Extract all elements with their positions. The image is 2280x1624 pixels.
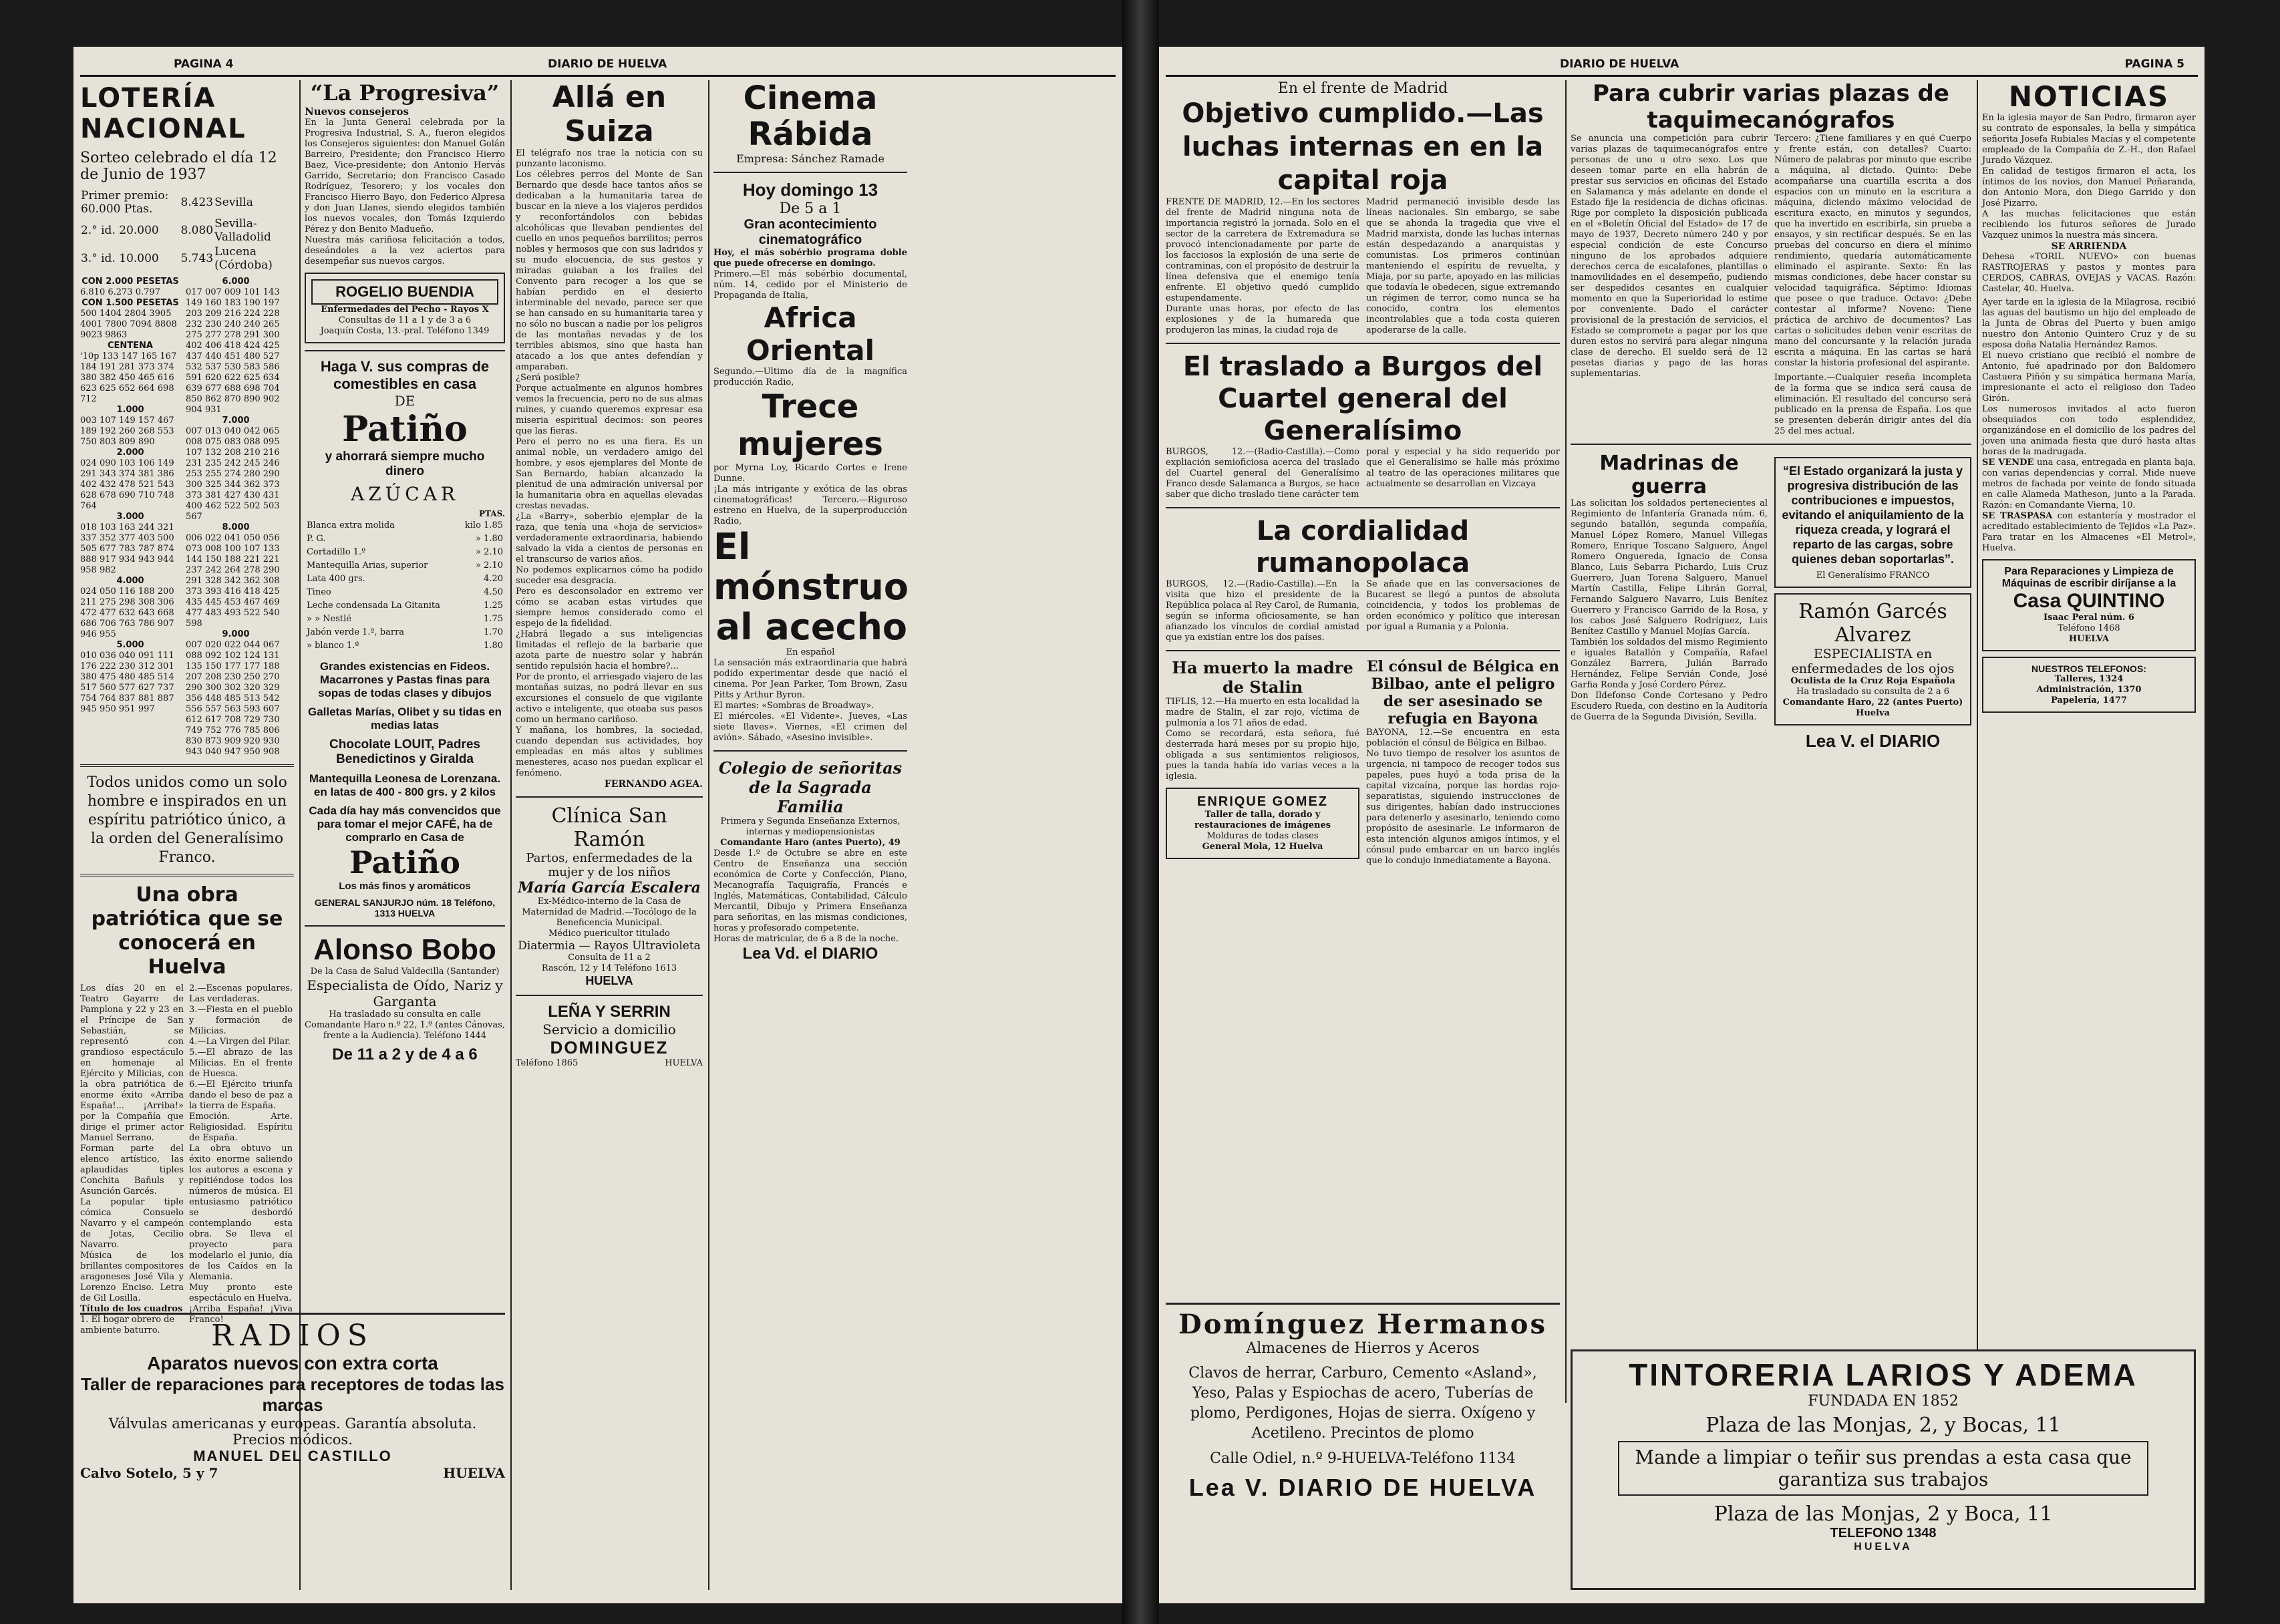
loteria-title: LOTERÍA NACIONAL [80, 83, 247, 144]
enrique-line: Molduras de todas clases [1206, 831, 1319, 841]
madrid-body: FRENTE DE MADRID, 12.—En los sectores del frente de Madrid ninguna nota de importancia registró la jornada. Solo en el sector de la carretera de Extremadura se provocó intencionadamente por parte de los facciosos la explosión de una serie de contraminas, con el propósito de destruir la línea defensiva que el enemigo tenía enfrente. El objetivo quedó cumplido estupendamente. Durante unas horas, por efecto de las explosiones y de la humareda que produjeron las minas, la ciudad roja de [1166, 197, 1359, 335]
radios-title: RADIOS [211, 1319, 374, 1353]
colegio-line: Comandante Haro (antes Puerto), 49 [720, 838, 901, 848]
arriendo-heading: SE ARRIENDA [2051, 241, 2127, 252]
cinema-text: Primero.—El más sobérbio documental, núm. 14, cedido por el Ministerio de Propaganda de Italia, [713, 269, 907, 301]
rogelio-line: Joaquín Costa, 13.-pral. Teléfono 1349 [320, 326, 490, 336]
number-list: 003 107 149 157 467 189 192 260 268 553 750 803 809 890 [80, 416, 174, 447]
lea-diario-huelva: Lea V. DIARIO DE HUELVA [1188, 1474, 1537, 1501]
stalin-title: Ha muerto la madre de Stalin [1172, 658, 1353, 697]
patino-line: Los más finos y aromáticos [339, 880, 471, 892]
radios-ad [80, 1313, 505, 1559]
tintoreria-ad [1571, 1349, 2196, 1590]
number-list: 006 022 041 050 056 073 008 100 107 133 144 150 188 221 221 237 242 264 278 290 291 328 342 362 308 373 393 416 418 425 435 445 453 467 469 477 483 493 522 540 598 [186, 533, 280, 629]
obra-continuation: 2.—Escenas populares. Las verdaderas. 3.—Fiesta en el pueblo y formación de Milicias. 4.—La Virgen del Pilar. 5.—El abrazo de las Milicias. En el frente de Huesca. 6.—El Ejército triunfa dando el beso de paz a la tierra de España. Emoción. Arte. Religiosidad. Espíritu de España. La obra obtuvo un éxito enorme saliendo los autores a escena y repitiéndose todos los números de música. El entusiasmo patriótico se desbordó contemplando esta obra. Se lleva el proyecto para modelarlo el junio, día de los Caídos en la Alemania. Muy pronto este espectáculo en Huelva. ¡Arriba España! ¡Viva Franco! [189, 983, 293, 1325]
cinema-text: El martes: «Sombras de Broadway». [713, 701, 874, 711]
dominguez-sub: Almacenes de Hierros y Aceros [1246, 1340, 1480, 1357]
clinica-line: Consulta de 11 a 2 [568, 953, 651, 963]
section-heading: 6.000 [222, 277, 250, 287]
alonso-line: Ha trasladado su consulta en calle Comandante Haro n.º 22, 1.º (antes Cánovas, frente a la Audiencia). Teléfono 1444 [305, 1009, 505, 1041]
price-row: Lata 400 grs. 4.20 [307, 574, 503, 584]
masthead: DIARIO DE HUELVA [1560, 57, 1679, 71]
estado-quote-box [1774, 457, 1971, 588]
tintoreria-fundada: FUNDADA EN 1852 [1808, 1393, 1959, 1410]
rumano-body: Se añade que en las conversaciones de Bucarest se llegó a puntos de absoluta coincidencia, y todos los problemas de orden económico y político que interesan por igual a Rumania y a Polonia. [1366, 579, 1560, 632]
ramon-line: ESPECIALISTA en enfermedades de los ojos [1791, 647, 1955, 676]
obra-paragraph: Música de los brillantes compositores aragoneses José Vila y Lorenzo Enciso. Letra de Gil Losilla. [80, 1251, 184, 1303]
cinema-text: Hoy, el más sobérbio programa doble que puede ofrecerse en domingo. [713, 248, 907, 269]
clinica-line: Médico puericultor titulado [548, 929, 670, 939]
progresiva-title: “La Progresiva” [310, 80, 500, 106]
dominguez-ad [1166, 1303, 1560, 1596]
page-number: PAGINA 4 [174, 57, 234, 71]
telefono-line: Administración, 1370 [2036, 685, 2142, 695]
taqui-title: Para cubrir varias plazas de taquimecanógrafos [1593, 80, 1949, 134]
tintoreria-address: Plaza de las Monjas, 2, y Bocas, 11 [1705, 1414, 2061, 1437]
ptas-label: PTAS. [478, 509, 505, 518]
section-heading: CON 2.000 PESETAS [82, 277, 179, 287]
section-heading: 9.000 [222, 629, 250, 639]
burgos-title: El traslado a Burgos del Cuartel general del Generalísimo [1182, 351, 1543, 446]
section-heading: CON 1.500 PESETAS [82, 298, 179, 308]
clinica-line: Rascón, 12 y 14 Teléfono 1613 [541, 963, 677, 973]
colegio-line: Primera y Segunda Enseñanza Externos, internas y mediopensionistas [720, 816, 901, 837]
cinema-title: Cinema Rábida [743, 79, 878, 153]
clinica-doctor: María García Escalera [518, 879, 701, 897]
rogelio-name: ROGELIO BUENDIA [311, 279, 498, 305]
obra-title: Una obra patriótica que se conocerá en Huelva [91, 883, 283, 979]
suiza-body: El telégrafo nos trae la noticia con su punzante laconismo. Los célebres perros del Monte de San Bernardo que desde hace tantos años se dedicaban a la humanitaria tarea de buscar en la nieve a los viajeros perdidos y reconfortándolos con bebidas alcohólicas que llevaban pendientes del cuello en unos pequeños barrilitos; perros nobles y hermosos que con sus ladridos y su mudo elocuencia, de sus gestos y miradas guiaban a los frailes del Convento para recoger a los que se habían perdido en el desierto interminable del nevado, parece ser que se han cansado en su humanitaria tarea y no sólo no buscan a nadie por los peligros de las montañas nevadas y de los terribles abismos, sino que hasta han atacado a los que antes defendían y amparaban. ¿Será posible? Porque actualmente en algunos hombres vemos la frecuencia, pero no de sus almas ruines, y cuando queremos expresar esa miseria espiritual decimos: son peores que las fieras. Pero el perro no es una fiera. Es un animal noble, un verdadero amigo del hombre, y esos ejemplares del Monte de San Bernardo, habían alcanzado la plenitud de una admiración universal por la humanitaria obra en aquellas elevadas crestas nevadas. ¿La «Barry», soberbio ejemplar de la raza, que tenía una «hoja de servicios» verdaderamente extraordinaria, habiendo salvado la vida a cientos de personas en el transcurso de varios años. No podemos explicarnos cómo ha podido suceder esa desgracia. Pero es desconsolador en extremo ver cómo se acaban estas virtudes que siempre hemos considerado como el espejo de la fidelidad. ¿Habrá llegado a sus inteligencias limitadas el reflejo de la barbarie que azota parte de nuestro solar y habrán sentido repulsión hacia el hombre?... Por de pronto, el arriesgado viajero de las montañas suizas, no podrá llevar en sus excursiones el consuelo de que vigilante activo e inteligente, que oteaba sus pasos como un hermano cariñoso. Y mañana, los hombres, la sociedad, cuando dependan sus actividades, hoy empleadas en más altos y sublimes menesteres, acaso nos puedan explicar el fenómeno. [516, 148, 703, 778]
price-row: Leche condensada La Gitanita 1.25 [307, 601, 503, 611]
madrinas-title: Madrinas de guerra [1599, 452, 1739, 498]
quintino-name: Casa QUINTINO [2013, 590, 2165, 612]
monstruo-title: El mónstruo [713, 526, 909, 608]
suiza-column [516, 80, 703, 1590]
belgica-body: BAYONA, 12.—Se encuentra en esta población el cónsul de Bélgica en Bilbao. No tuvo tiempo de resolver los asuntos de urgencia, ni tampoco de recoger todos sus papeles, pues huyó a toda prisa de la capital vizcaína, porque las hordas rojo-separatistas, siguiendo instrucciones de sus dirigentes, habían dado instrucciones para detenerlo y asesinarlo, teniendo como propósito de asesinarle. Le informaron de esta intención algunos amigos íntimos, y el cónsul pudo embarcar en un barco inglés que lo condujo inmediatamente a Bayona. [1366, 727, 1560, 866]
vende-heading: SE VENDE [1982, 458, 2034, 468]
rumano-body: BURGOS, 12.—(Radio-Castilla).—En la visita que hizo el presidente de la República polaca al Rey Carol, de Rumania, según se informa oficiosamente, se han afianzado los vínculos de cordial amistad que ya existían entre los dos países. [1166, 579, 1359, 643]
lea-diario: Lea V. el DIARIO [1805, 731, 1941, 751]
belgica-article [1366, 658, 1560, 866]
section-heading: 3.000 [116, 512, 144, 522]
cinema-text: Segundo.—Ultimo día de la magnífica producción Radio, [713, 367, 907, 387]
patino-line: Cada día hay más convencidos que para tomar el mejor CAFÉ, ha de comprarlo en Casa de [309, 804, 501, 844]
price-row: Jabón verde 1.º, barra 1.70 [307, 627, 503, 637]
ramon-name: Ramón Garcés Alvarez [1798, 600, 1947, 647]
estado-quote: “El Estado organizará la justa y progresiva distribución de las contribuciones e impuestos, evitando el aniquilamiento de la riqueza creada, y logrará el reparto de las cargas, sobre quienes deban soportarlas”. [1782, 464, 1964, 566]
monstruo-title-2: al acecho [715, 606, 907, 648]
cinema-horario: De 5 a 1 [779, 200, 842, 217]
clinica-city: HUELVA [585, 974, 633, 987]
obra-paragraph: Forman parte del elenco artístico, las aplaudidas tiples Conchita Bañuls y Asunción Garcés. [80, 1144, 184, 1196]
africa-title: Africa Oriental [746, 301, 874, 367]
rumano-title: La cordialidad rumanopolaca [1255, 516, 1470, 579]
enrique-name: ENRIQUE GOMEZ [1196, 794, 1328, 809]
ramon-line: Oculista de la Cruz Roja Española [1790, 676, 1955, 686]
patino-headline: Haga V. sus compras de comestibles en casa [320, 358, 490, 392]
page-number: PAGINA 5 [2124, 57, 2184, 71]
cinema-text: El miércoles. «El Vidente». Jueves, «Las siete llaves». Viernes, «El crimen del avión». Sábado, «Asesino invisible». [713, 711, 907, 743]
price-row: P. G. » 1.80 [307, 534, 503, 544]
suiza-title: Allá en Suiza [552, 80, 667, 148]
colegio-body: Desde 1.º de Octubre se abre en este Centro de Enseñanza una sección económica de Corte y Confección, Piano, Mecanografía Taquigrafía, Francés e Inglés, Matemáticas, Contabilidad, Cálculo Mercantil, Dibujo y Primera Enseñanza para señoritas, en las mismas condiciones, horas y profesorado competente. [713, 848, 907, 933]
patino-line: GENERAL SANJURJO núm. 18 Teléfono, 1313 HUELVA [314, 897, 496, 919]
dominguez-body: Clavos de herrar, Carburo, Cemento «Asland», Yeso, Palas y Espiochas de acero, Tuberías de plomo, Perdigones, Hojas de sierra. Oxígeno y Acetileno. Precintos de plomo [1188, 1365, 1537, 1442]
enrique-ad [1166, 788, 1359, 859]
quintino-line: Isaac Peral núm. 6 [2044, 613, 2134, 623]
alonso-name: Alonso Bobo [313, 933, 496, 966]
patino-line: Chocolate LOUIT, Padres Benedictinos y Giralda [329, 738, 480, 766]
radios-owner: MANUEL DEL CASTILLO [193, 1448, 392, 1464]
progresiva-body: En la Junta General celebrada por la Progresiva Industrial, S. A., fueron elegidos los Consejeros siguientes: don Manuel Golán Barreiro, Presidente; don Francisco Hierro Baez, Vice-presidente; don Antonio Hervás Garrido, Secretario; don Francisco Casado Rodríguez, Tesorero; y los vocales don Francisco Hierro Bayo, don Federico Alpresa y don Juan Llanes, siendo elegidos también los nuevos vocales, don Tomás Izquierdo Pérez y don Benito Madueño. [305, 118, 505, 234]
radios-line: Válvulas americanas y europeas. Garantía absoluta. [108, 1416, 477, 1432]
cinema-empresa: Empresa: Sánchez Ramade [736, 152, 884, 165]
clinica-name: Clínica San Ramón [551, 804, 667, 851]
number-list: 6.810 6.273 0.797 [80, 287, 160, 297]
rogelio-ad [305, 273, 505, 343]
quintino-line: Teléfono 1468 [2058, 623, 2120, 633]
taqui-importante: Importante.—Cualquier reseña incompleta de la forma que se indica será causa de eliminación. El resultado del concurso será publicado en la prensa de España. Los que se presenten deberán dirigir antes del día 25 del mes actual. [1774, 373, 1971, 436]
radios-line: Taller de reparaciones para receptores de todas las marcas [81, 1374, 504, 1415]
progresiva-body: Nuestra más cariñosa felicitación a todos, deseándoles a la vez aciertos para desempeñar sus nuevos cargos. [305, 235, 505, 267]
burgos-body: poral y especial y ha sido requerido por que el Generalísimo se halle más próximo al teatro de las operaciones militares que actualmente se desarrollan en Vizcaya [1366, 447, 1560, 489]
cinema-text: La sensación más extraordinaria que habrá podido experimentar desde que nació el cinema. Por Jean Parker, Tom Brown, Zasu Pitts y Arthur Byron. [713, 658, 907, 700]
number-list: '10p 133 147 165 167 184 191 281 373 374 380 382 450 465 616 623 625 652 664 698 712 [80, 351, 177, 404]
dominguez-name: Domínguez Hermanos [1178, 1309, 1547, 1340]
taqui-column [1571, 80, 1971, 1349]
cinema-hoy: Hoy domingo 13 [742, 180, 878, 200]
price-row: Cortadillo 1.º » 2.10 [307, 547, 503, 557]
taqui-body: Se anuncia una competición para cubrir varias plazas de taquimecanógrafos entre personas de uno u otro sexo. Los que deseen tomar parte en ella habrán de prestar sus servicios en oficinas del Estado en Salamanca y más adelante en donde el Estado fije la residencia de dichas oficinas. Rige por completo la disposición publicada en el «Boletín Oficial del Estado» de 17 de mayo de 1937, Decreto número 240 y por especial condición de este Concurso ninguno de los aprobados adquiere derechos cerca de escalafones, plantillas o inamovilidades en el desempeño, pudiendo ser despedidos cesantes en cualquier momento en que la Superioridad lo estime por conveniente. Dado el carácter provisional de la prestación de servicios, el Estado se compromete a pagar por los que duren estos no servirá para alegar ninguna clase de derecho. El sueldo será de 12 pesetas diarias y pago de las horas suplementarias. [1571, 134, 1768, 379]
radios-line: Aparatos nuevos con extra corta [147, 1353, 438, 1373]
dominguez-address: Calle Odiel, n.º 9-HUELVA-Teléfono 1134 [1210, 1450, 1516, 1467]
ramon-ad [1774, 593, 1971, 725]
telefonos-title: NUESTROS TELEFONOS: [2031, 663, 2146, 674]
cinema-text: ¡La más intrigante y exótica de las obras cinematográficas! Tercero.—Riguroso estreno en Huelva, de la superproducción Radio, [713, 484, 907, 526]
patino-name: Patiño [342, 409, 468, 450]
lena-line: LEÑA Y SERRIN [548, 1003, 671, 1021]
colegio-line: Horas de matricular, de 6 a 8 de la noche. [713, 934, 899, 944]
number-list: 007 013 040 042 065 008 075 083 088 095 107 132 208 210 216 231 235 242 245 246 253 255 274 280 290 300 325 344 362 373 373 381 427 430 431 400 462 522 502 503 567 [186, 426, 280, 522]
enrique-line: Taller de talla, dorado y restauraciones de imágenes [1194, 810, 1331, 830]
patino-slogan: y ahorrará siempre mucho dinero [325, 450, 485, 478]
cuadros-heading: Título de los cuadros [80, 1304, 183, 1314]
lena-phone: Teléfono 1865 [516, 1058, 579, 1068]
madrinas-article [1571, 452, 1768, 752]
progresiva-sub: Nuevos consejeros [305, 106, 409, 118]
patino-name: Patiño [349, 844, 460, 880]
tintoreria-address-2: Plaza de las Monjas, 2 y Boca, 11 [1714, 1502, 2053, 1526]
patino-de: DE [394, 393, 416, 409]
premio-row: 2.° id. 20.000 8.080 Sevilla-Valladolid [81, 217, 271, 244]
azucar-heading: AZÚCAR [351, 483, 459, 505]
price-list [305, 518, 505, 653]
lea-diario: Lea Vd. el DIARIO [742, 945, 878, 963]
premio-row: 3.° id. 10.000 5.743 Lucena (Córdoba) [81, 245, 273, 272]
premio-row: Primer premio: 60.000 Ptas. 8.423 Sevilla [81, 189, 253, 216]
rogelio-line: Consultas de 11 a 1 y de 3 a 6 [338, 315, 472, 325]
vende-body: una casa, entregada en planta baja, con varias dependencias y corral. Mide nueve metros de fachada por veinte de fondo situada en calle Alameda Matheson, junto a la Parada. Razón: en Comandante Vierna, 10. [1982, 458, 2196, 510]
tintoreria-name: TINTORERIA LARIOS Y ADEMA [1629, 1357, 2138, 1392]
section-heading: 8.000 [222, 522, 250, 532]
patino-line: Galletas Marías, Olibet y su tidas en medias latas [307, 705, 502, 732]
noticias-column [1982, 80, 2196, 1349]
traspasa-heading: SE TRASPASA [1982, 511, 2053, 521]
price-row: Tineo 4.50 [307, 587, 503, 597]
price-row: Blanca extra molida kilo 1.85 [307, 520, 503, 530]
section-heading: 4.000 [116, 576, 144, 586]
traspasa-body: con estantería y mostrador el acreditado establecimiento de Tejidos «La Paz». Para tratar en los Almacenes «El Metrol», Huelva. [1982, 511, 2196, 553]
cinema-text: por Myrna Loy, Ricardo Cortes e Irene Dunne. [713, 463, 907, 484]
madrinas-body: Las solicitan los soldados pertenecientes al Regimiento de Infantería Granada núm. 6, segundo batallón, segunda compañía, Manuel López Romero, Manuel Villegas Romero, Enrique Toscano Salguero, Ángel Romero Onguereda, Ignacio de Consa Blanco, Luis Sebarra Pichardo, Luis Cruz Guerrero, Juan Torena Salguero, Manuel Martín Castilla, Felipe Librán Gorral, Fernando Salguero Navarro, Luis Benítez Guerrero y Francisco Garrido de la Rosa, y los cabos José Salguero Rodríguez, Luis Benítez Castillo y Manuel Mojías García. También los soldados del mismo Regimiento e iguales Batallón y Compañía, Rafael González Barrera, Julián Barrado Hernández, Felipe Servián Conde, José Garfia Ronda y José Cordero Pérez. Don Ildefonso Conde Cortesano y Pedro Escudero Rueda, con destino en la Auditoría de Guerra de la Segunda División, Sevilla. [1571, 498, 1768, 722]
price-row: » » Nestlé 1.75 [307, 614, 503, 624]
price-row: » blanco 1.º 1.80 [307, 641, 503, 651]
noticias-title: NOTICIAS [2008, 80, 2170, 113]
madrid-title: Objetivo cumplido.—Las luchas internas en en la capital roja [1182, 98, 1544, 196]
number-list: 018 103 163 244 321 337 352 377 403 500 505 677 783 787 874 888 917 934 943 944 958 982 [80, 522, 174, 575]
bautizo-body: Ayer tarde en la iglesia de la Milagrosa, recibió las aguas del bautismo un hijo del empleado de la Junta de Obras del Puerto y buen amigo nuestro don Antonio Quintero Cruz y de su esposa doña Natalia Hernández Ramos. El nuevo cristiano que recibió el nombre de Antonio, fué apadrinado por don Baldomero Castuera Piñón y su simpática hermana María, impresionante el acto el religioso don Tadeo Girón. Los numerosos invitados al acto fueron obsequiados con todo esplendidez, organizándose en el domicilio de los padres del joven una animada fiesta que duró hasta altas horas de la madrugada. [1982, 297, 2196, 457]
quintino-line: HUELVA [2068, 634, 2110, 644]
number-list: 500 1404 2804 3905 4001 7800 7094 8808 9023 9863 [80, 309, 177, 340]
quintino-ad [1982, 559, 2196, 651]
telefonos-box [1982, 657, 2196, 713]
colegio-name: Colegio de señoritas de la Sagrada Familia [718, 758, 903, 816]
patino-line: Mantequilla Leonesa de Lorenzana. en latas de 400 - 800 grs. y 2 kilos [309, 772, 501, 798]
page-4 [73, 47, 1122, 1603]
alonso-hours: De 11 a 2 y de 4 a 6 [332, 1045, 478, 1064]
noticias-body: En la iglesia mayor de San Pedro, firmaron ayer su contrato de esponsales, la bella y simpática señorita Josefa Rubiales Macías y el competente empleado de la Compañía de Z.-H., don Rafael Jurado Vázquez. En calidad de testigos firmaron el acta, los íntimos de los novios, don Manuel Peñaranda, don Antonio Mora, don Diego Garrido y don José Pizarro. A las muchas felicitaciones que están recibiendo los futuros señores de Jurado Vazquez unimos la nuestra más sincera. [1982, 113, 2196, 240]
quintino-line: Para Reparaciones y Limpieza de Máquinas de escribir diríjanse a la [2001, 566, 2176, 589]
clinica-line: Ex-Médico-interno de la Casa de Maternidad de Madrid.—Tocólogo de la Beneficencia Municipal. [522, 897, 697, 928]
tintoreria-phone: TELEFONO 1348 [1830, 1526, 1937, 1540]
number-list: 024 090 103 106 149 291 343 374 381 386 402 432 478 521 543 628 678 690 710 748 764 [80, 458, 174, 511]
ramon-line: Comandante Haro, 22 (antes Puerto) Huelva [1782, 697, 1963, 718]
section-heading: 1.000 [116, 405, 144, 415]
trece-title: Trece mujeres [738, 388, 883, 463]
telefono-line: Papelería, 1477 [2051, 695, 2127, 705]
madrid-body: Madrid permaneció invisible desde las líneas nacionales. Sin embargo, se sabe que se ahonda la tragedia que vive el Madrid marxista, donde las luchas internas están despedazando a anarquistas y comunistas. Los primeros continúan manteniendo el espíritu de revuelta, y Miaja, por su parte, apoyado en las milicias que todavía le obedecen, sigue extremando un régimen de terror, como nunca se ha conocido, contra los elementos incontrolables que a toda costa quieren apoderarse de la calle. [1366, 197, 1560, 335]
suiza-author: FERNANDO AGEA. [604, 779, 703, 790]
page-header-right [1166, 55, 2198, 77]
page-5 [1159, 47, 2205, 1603]
loteria-subtitle: Sorteo celebrado el día 12 de Junio de 1937 [80, 150, 277, 183]
rogelio-line: Enfermedades del Pecho - Rayos X [321, 305, 489, 315]
number-list: 010 036 040 091 111 176 222 230 312 301 380 475 480 485 514 517 560 577 627 737 754 764 837 881 887 945 950 951 997 [80, 651, 174, 714]
war-news-column [1166, 80, 1560, 1403]
madrid-kicker: En el frente de Madrid [1277, 80, 1448, 97]
radios-city: HUELVA [443, 1465, 505, 1481]
unidos-slogan: Todos unidos como un solo hombre e inspirados en un espíritu patriótico único, a la orden del Generalísimo Franco. [87, 774, 287, 866]
clinica-line: Partos, enfermedades de la mujer y de los niños [526, 851, 693, 879]
cuadro-item: 1. El hogar obrero de ambiente baturro. [80, 1315, 175, 1335]
telefono-line: Talleres, 1324 [2054, 674, 2124, 684]
lena-name: DOMINGUEZ [550, 1037, 669, 1058]
radios-line: Precios módicos. [232, 1432, 353, 1448]
estado-signature: El Generalísimo FRANCO [1816, 571, 1930, 581]
page-header-left [80, 55, 1116, 77]
section-heading: 2.000 [116, 448, 144, 458]
lena-city: HUELVA [665, 1058, 703, 1068]
masthead: DIARIO DE HUELVA [548, 57, 667, 71]
alonso-line: De la Casa de Salud Valdecilla (Santander) [310, 967, 500, 977]
number-list: 007 020 022 044 067 088 092 102 124 131 135 150 177 177 188 207 208 230 250 270 290 300 302 320 329 356 448 485 513 542 556 557 563 593 607 612 617 708 729 730 749 752 776 785 806 830 873 909 920 930 943 040 947 950 908 [186, 640, 280, 757]
alonso-line: Especialista de Oído, Nariz y Garganta [307, 977, 503, 1009]
radios-address: Calvo Sotelo, 5 y 7 [80, 1465, 218, 1481]
section-heading: 5.000 [116, 640, 144, 650]
lena-line: Servicio a domicilio [542, 1021, 676, 1037]
stalin-body: TIFLIS, 12.—Ha muerto en esta localidad la madre de Stalin, el zar rojo, víctima de pulmonía a los 71 años de edad. Como se recordará, esta señora, fué desterrada hará meses por su propio hijo, obligada a sus sentimientos religiosos, pues la tanda había ido varias veces a la iglesia. [1166, 697, 1359, 782]
stalin-article [1166, 658, 1359, 866]
price-row: Mantequilla Arias, superior » 2.10 [307, 560, 503, 571]
tintoreria-mande: Mande a limpiar o teñir sus prendas a esta casa que garantiza sus trabajos [1618, 1441, 2148, 1496]
cinema-acont: Gran acontecimiento cinematográfico [744, 217, 877, 247]
burgos-body: BURGOS, 12.—(Radio-Castilla).—Como expliación semioficiosa acerca del traslado del Cuartel general del Generalísimo Franco desde Salamanca a Burgos, se hace saber que dicho traslado tiene carácter tem [1166, 447, 1359, 500]
book-gutter [1122, 0, 1159, 1624]
number-list: 017 007 009 101 143 149 160 183 190 197 203 209 216 224 228 232 230 240 240 265 275 277 278 291 300 402 406 418 424 425 437 440 451 480 527 532 537 530 583 586 591 620 622 625 634 639 677 688 698 704 850 862 870 890 902 904 931 [186, 287, 280, 415]
section-heading: 7.000 [222, 416, 250, 426]
premios-table [80, 188, 294, 273]
cinema-column [713, 80, 907, 1590]
number-list: 024 050 116 188 200 211 275 298 308 306 472 477 632 643 668 686 706 763 786 907 946 955 [80, 587, 174, 639]
clinica-line: Diatermia — Rayos Ultravioleta [518, 939, 701, 953]
taqui-body: Tercero: ¿Tiene familiares y en qué Cuerpo y frente están, con detalles? Cuarto: Número de palabras por minuto que escribe a máquina, al dictado. Quinto: Debe acompañarse una cuartilla escrita a dos espacios con un minuto en la escritura a máquina, diciendo máximo velocidad de escritura exacto, en minutos y segundos, que ha invertido en escribirla, sin prueba a ensayos, y sin rectificar después. Se en las pruebas del concurso en diera el mínimo rendimiento, quedaría automáticamente eliminado el aspirante. Sexto: En las mismas condiciones, debe hacer constar su velocidad taquigráfica. Séptimo: Idiomas que posee o que traduce. Octavo: ¿Debe contestar al informe? Noveno: Tiene práctica de archivo de documentos? Las cartas o solicitudes deben venir escritas de mano del concursante y la relación jurada escrita a máquina. En las cartas se hará constar la historia profesional del aspirante. [1774, 134, 1971, 368]
arriendo-body: Dehesa «TORIL NUEVO» con buenas RASTROJERAS y pastos y montes para CERDOS, CABRAS, OVEJAS y VACAS. Razón: Castelar, 40. Huelva. [1982, 252, 2196, 294]
patino-line: Grandes existencias en Fideos. Macarrones y Pastas finas para sopas de todas clases y dibujos [318, 660, 492, 699]
obra-paragraph: La popular tiple cómica Consuelo Navarro y el campeón de Jotas, Cecilio Navarro. [80, 1197, 184, 1250]
tintoreria-city: HUELVA [1854, 1541, 1913, 1553]
enrique-line: General Mola, 12 Huelva [1202, 842, 1323, 852]
section-heading: CENTENA [108, 341, 153, 351]
obra-paragraph: Los días 20 en el Teatro Gayarre de Pamplona y 22 y 23 en el Príncipe de San Sebastián, se representó con grandioso espectáculo en homenaje al Ejército y Milicias, con la obra patriótica de enorme éxito «Arriba España!... ¡Arriba!» por la Compañía que dirige el primer actor Manuel Serrano. [80, 983, 184, 1143]
ramon-line: Ha trasladado su consulta de 2 a 6 [1796, 687, 1949, 697]
belgica-title: El cónsul de Bélgica en Bilbao, ante el peligro de ser asesinado se refugia en Bayona [1366, 658, 1560, 727]
cinema-espanol: En español [786, 647, 835, 657]
